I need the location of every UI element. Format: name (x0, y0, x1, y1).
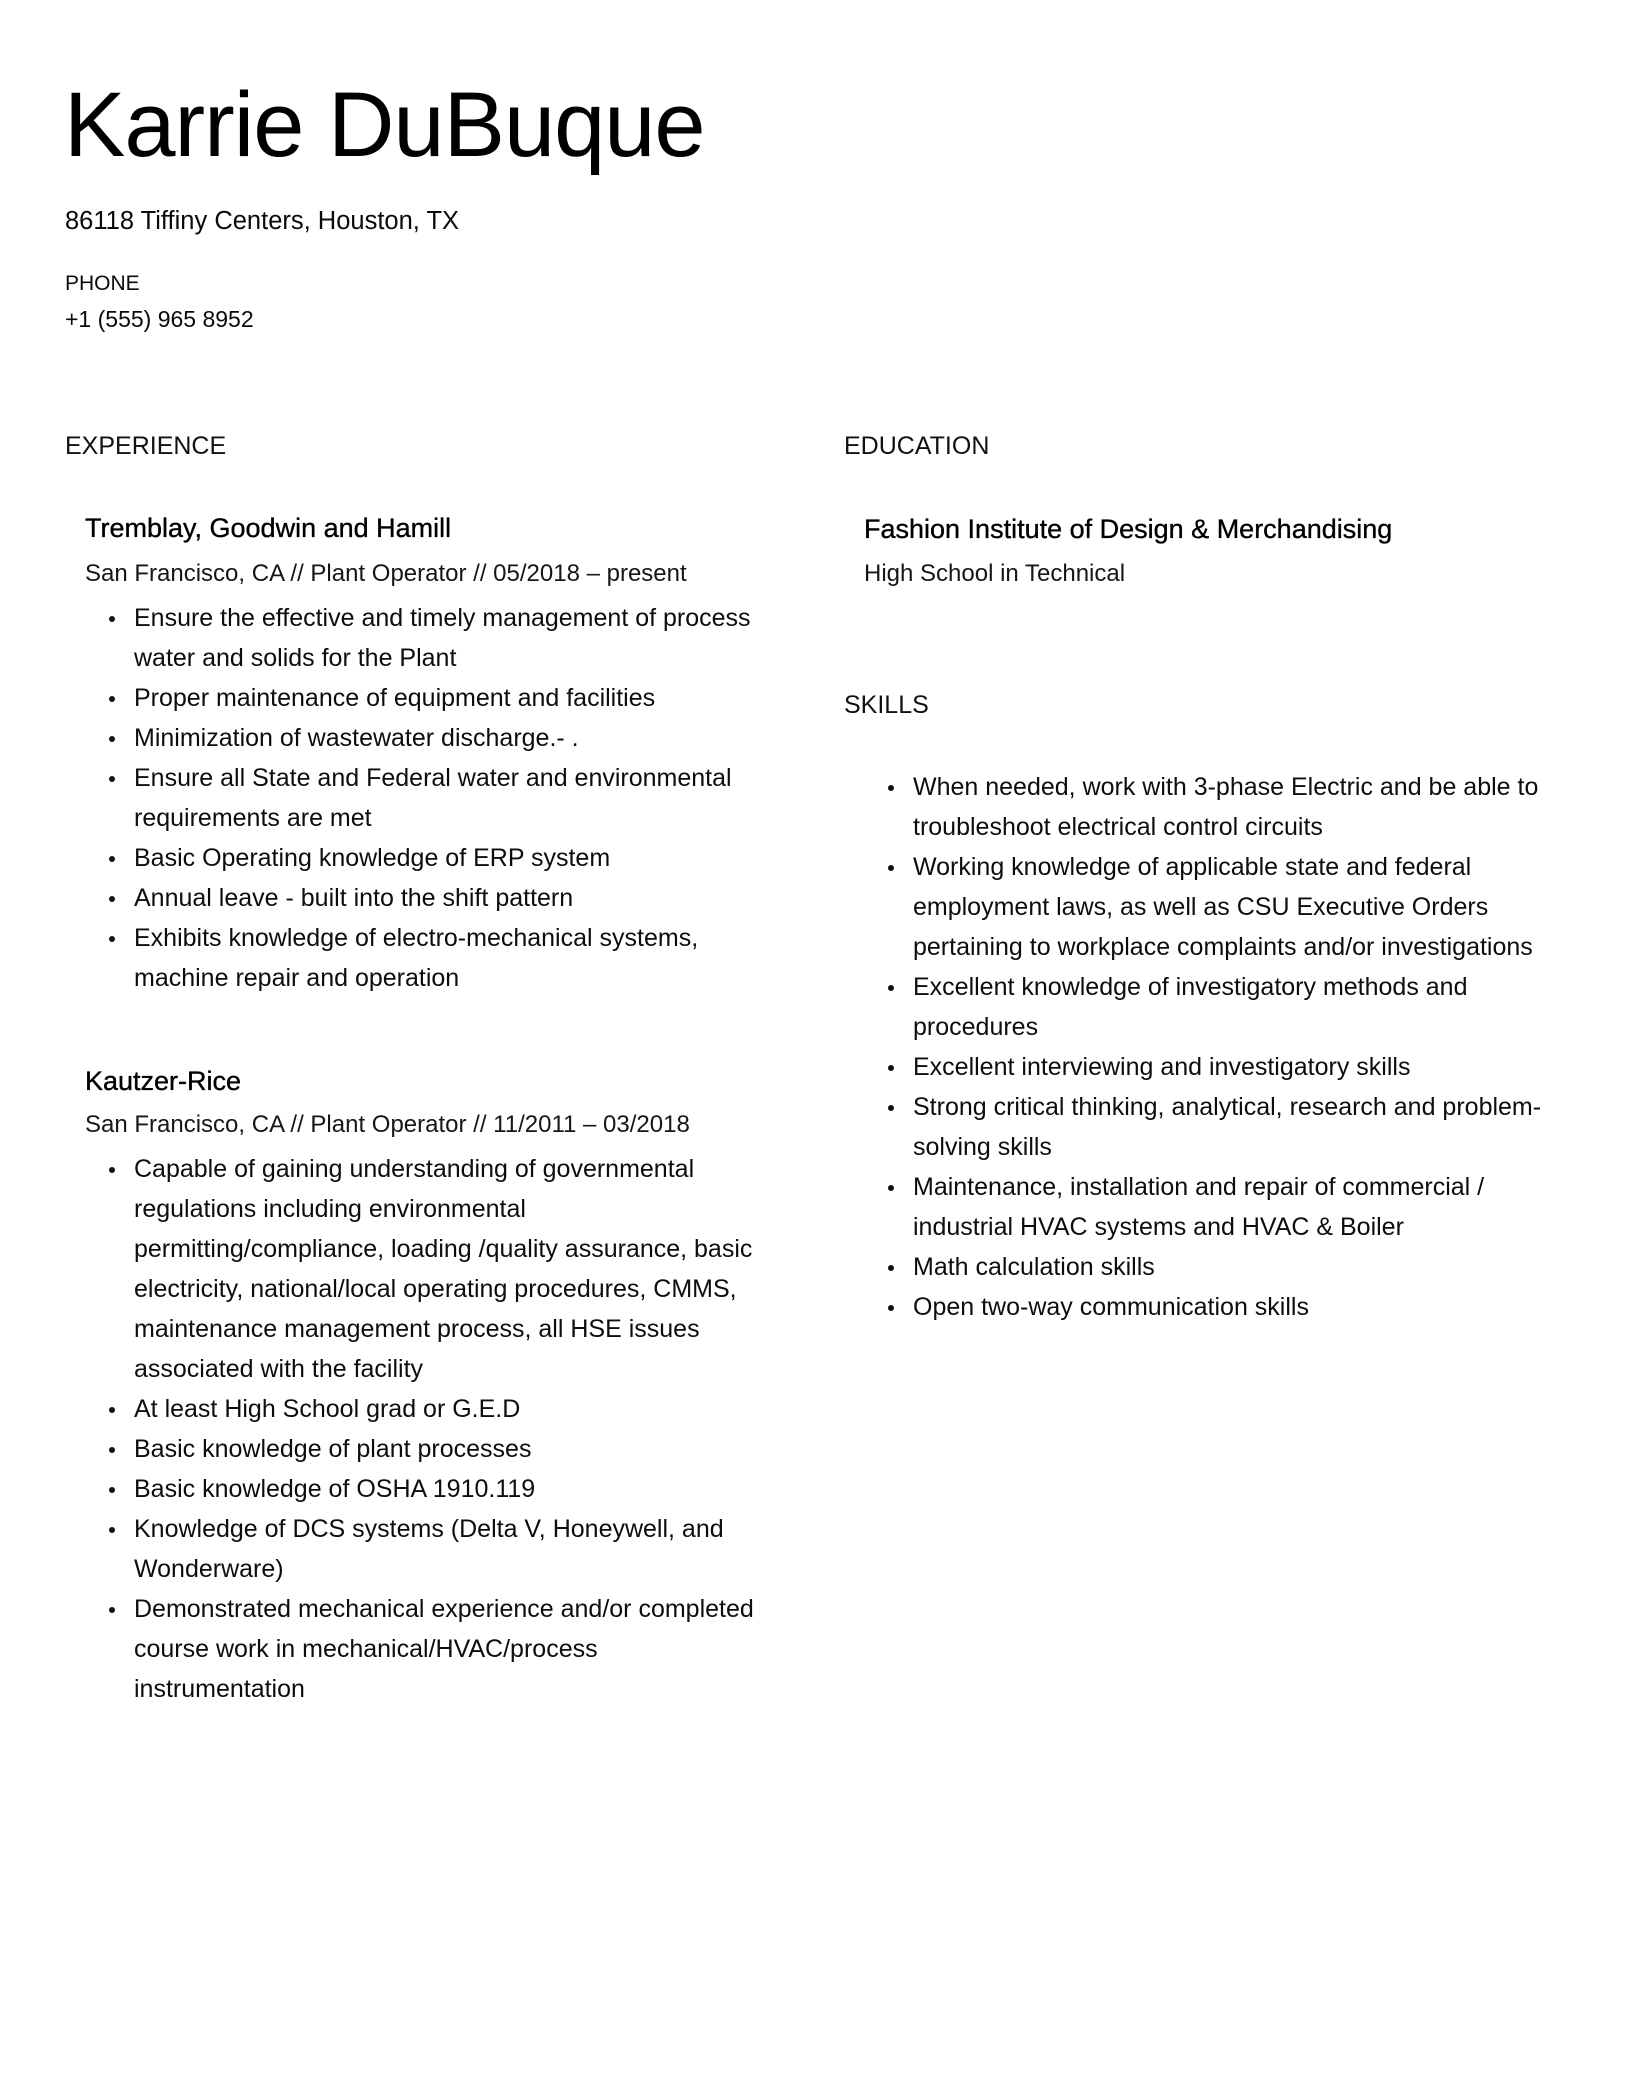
list-item: Ensure all State and Federal water and environmental requirements are met (134, 758, 766, 838)
list-item: Capable of gaining understanding of governmental regulations including environmental permitting/compliance, loading /quality assurance, basic electricity, national/local operating procedures, CMMS, maintenance management process, all HSE issues associated with the facility (134, 1149, 766, 1389)
list-item: Ensure the effective and timely management of process water and solids for the Plant (134, 598, 766, 678)
school-name: Fashion Institute of Design & Merchandising (864, 514, 1393, 544)
list-item: Excellent interviewing and investigatory skills (913, 1047, 1547, 1087)
list-item: Basic knowledge of OSHA 1910.119 (134, 1469, 766, 1509)
list-item: At least High School grad or G.E.D (134, 1389, 766, 1429)
job-bullets (134, 1149, 766, 1709)
list-item: Working knowledge of applicable state and federal employment laws, as well as CSU Executive Orders pertaining to workplace complaints and/or investigations (913, 847, 1547, 967)
experience-heading: EXPERIENCE (65, 432, 227, 460)
list-item: Open two-way communication skills (913, 1287, 1547, 1327)
list-item: Proper maintenance of equipment and facilities (134, 678, 766, 718)
list-item: Strong critical thinking, analytical, research and problem-solving skills (913, 1087, 1547, 1167)
list-item: Basic knowledge of plant processes (134, 1429, 766, 1469)
list-item: Knowledge of DCS systems (Delta V, Honeywell, and Wonderware) (134, 1509, 766, 1589)
skills-list (913, 767, 1547, 1327)
job-company: Kautzer-Rice (85, 1066, 242, 1096)
list-item: Maintenance, installation and repair of commercial / industrial HVAC systems and HVAC & Boiler (913, 1167, 1547, 1247)
job-meta: San Francisco, CA // Plant Operator // 11/2011 – 03/2018 (85, 1111, 690, 1138)
list-item: Demonstrated mechanical experience and/or completed course work in mechanical/HVAC/process instrumentation (134, 1589, 766, 1709)
degree: High School in Technical (864, 560, 1126, 587)
list-item: Basic Operating knowledge of ERP system (134, 838, 766, 878)
list-item: Minimization of wastewater discharge.- . (134, 718, 766, 758)
phone-label: PHONE (65, 272, 140, 295)
address: 86118 Tiffiny Centers, Houston, TX (65, 207, 460, 235)
job-company: Tremblay, Goodwin and Hamill (85, 513, 452, 543)
list-item: Math calculation skills (913, 1247, 1547, 1287)
skills-heading: SKILLS (844, 691, 929, 719)
list-item: Exhibits knowledge of electro-mechanical systems, machine repair and operation (134, 918, 766, 998)
job-bullets (134, 598, 766, 998)
education-heading: EDUCATION (844, 432, 990, 460)
candidate-name: Karrie DuBuque (64, 74, 705, 176)
phone-number: +1 (555) 965 8952 (65, 306, 254, 332)
list-item: Excellent knowledge of investigatory methods and procedures (913, 967, 1547, 1047)
list-item: Annual leave - built into the shift pattern (134, 878, 766, 918)
list-item: When needed, work with 3-phase Electric and be able to troubleshoot electrical control circuits (913, 767, 1547, 847)
job-meta: San Francisco, CA // Plant Operator // 05/2018 – present (85, 560, 687, 587)
